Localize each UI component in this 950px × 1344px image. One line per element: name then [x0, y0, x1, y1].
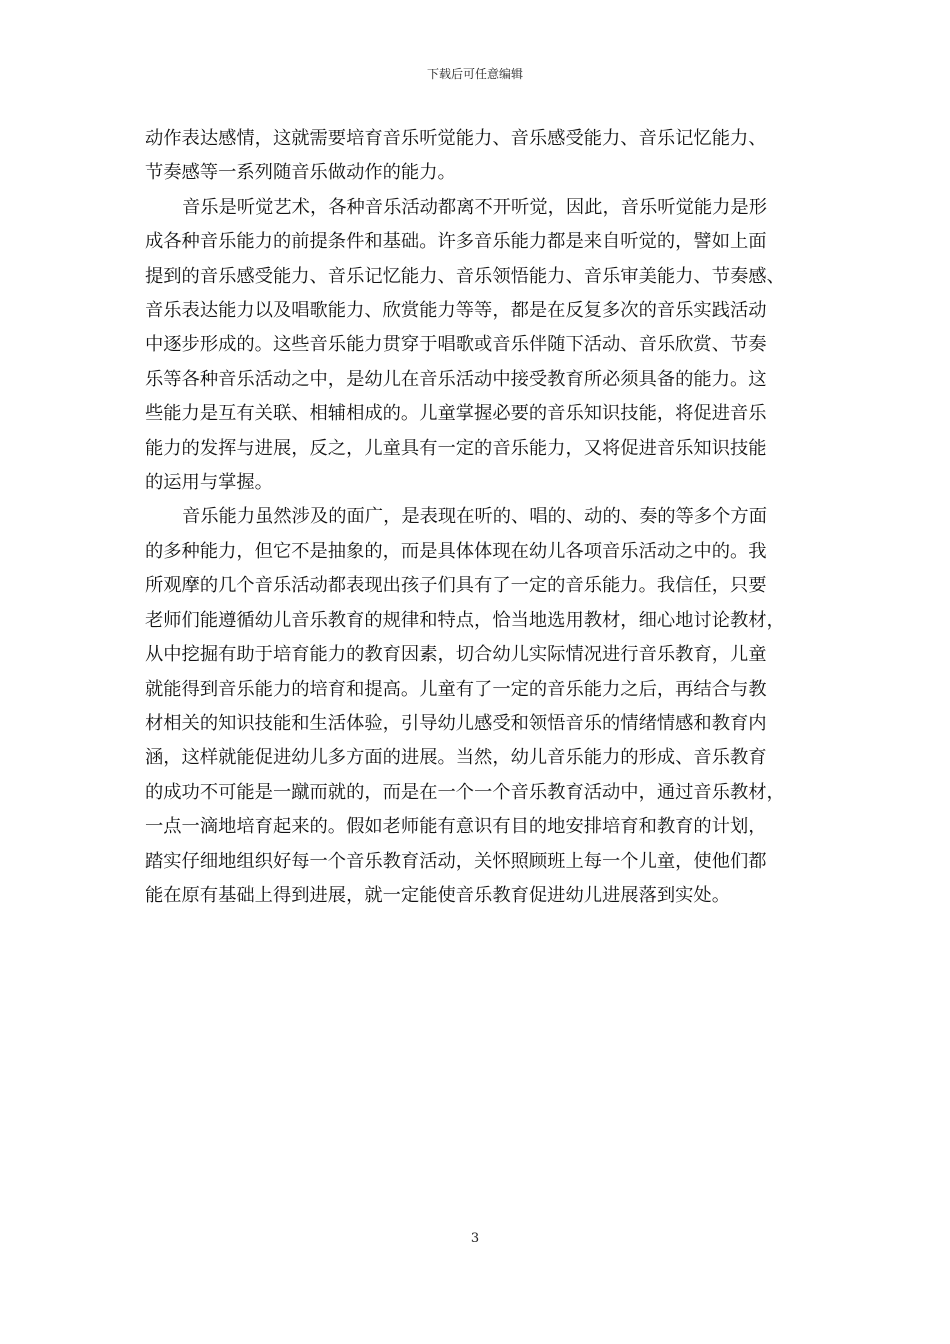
- text-line: 涵，这样就能促进幼儿多方面的进展。当然，幼儿音乐能力的形成、音乐教育: [145, 747, 767, 769]
- text-line: 材相关的知识技能和生活体验，引导幼儿感受和领悟音乐的情绪情感和教育内: [145, 712, 767, 734]
- text-line: 节奏感等一系列随音乐做动作的能力。: [145, 162, 456, 184]
- page-number: 3: [470, 1231, 480, 1246]
- text-line: 的运用与掌握。: [145, 472, 273, 494]
- text-line: 提到的音乐感受能力、音乐记忆能力、音乐领悟能力、音乐审美能力、节奏感、: [145, 265, 785, 287]
- text-line: 就能得到音乐能力的培育和提高。儿童有了一定的音乐能力之后，再结合与教: [145, 678, 767, 700]
- text-line: 动作表达感情，这就需要培育音乐听觉能力、音乐感受能力、音乐记忆能力、: [145, 128, 767, 149]
- text-line: 老师们能遵循幼儿音乐教育的规律和特点，恰当地选用教材，细心地讨论教材，: [145, 609, 785, 631]
- text-line: 一点一滴地培育起来的。假如老师能有意识有目的地安排培育和教育的计划，: [145, 816, 767, 838]
- text-line: 中逐步形成的。这些音乐能力贯穿于唱歌或音乐伴随下活动、音乐欣赏、节奏: [145, 334, 767, 356]
- text-line: 些能力是互有关联、相辅相成的。儿童掌握必要的音乐知识技能，将促进音乐: [145, 403, 767, 425]
- text-line: 踏实仔细地组织好每一个音乐教育活动，关怀照顾班上每一个儿童，使他们都: [145, 850, 767, 872]
- text-line: 的多种能力，但它不是抽象的，而是具体体现在幼儿各项音乐活动之中的。我: [145, 540, 767, 562]
- text-line: 音乐能力虽然涉及的面广，是表现在听的、唱的、动的、奏的等多个方面: [182, 506, 767, 528]
- paragraph-2: [145, 191, 807, 501]
- text-line: 乐等各种音乐活动之中，是幼儿在音乐活动中接受教育所必须具备的能力。这: [145, 368, 767, 390]
- text-line: 从中挖掘有助于培育能力的教育因素，切合幼儿实际情况进行音乐教育，儿童: [145, 644, 767, 666]
- text-line: 音乐是听觉艺术，各种音乐活动都离不开听觉，因此，音乐听觉能力是形: [182, 196, 767, 218]
- text-line: 所观摩的几个音乐活动都表现出孩子们具有了一定的音乐能力。我信任，只要: [145, 575, 767, 597]
- text-line: 音乐表达能力以及唱歌能力、欣赏能力等等，都是在反复多次的音乐实践活动: [145, 300, 767, 322]
- text-line: 成各种音乐能力的前提条件和基础。许多音乐能力都是来自听觉的，譬如上面: [145, 231, 767, 253]
- document-body: [145, 122, 807, 913]
- text-line: 的成功不可能是一蹴而就的，而是在一个一个音乐教育活动中，通过音乐教材，: [145, 781, 785, 803]
- text-line: 能在原有基础上得到进展，就一定能使音乐教育促进幼儿进展落到实处。: [145, 884, 730, 906]
- page-header: 下载后可任意编辑: [426, 67, 523, 81]
- text-line: 能力的发挥与进展，反之，儿童具有一定的音乐能力，又将促进音乐知识技能: [145, 437, 767, 459]
- paragraph-3: [145, 500, 807, 913]
- paragraph-1: [145, 122, 807, 191]
